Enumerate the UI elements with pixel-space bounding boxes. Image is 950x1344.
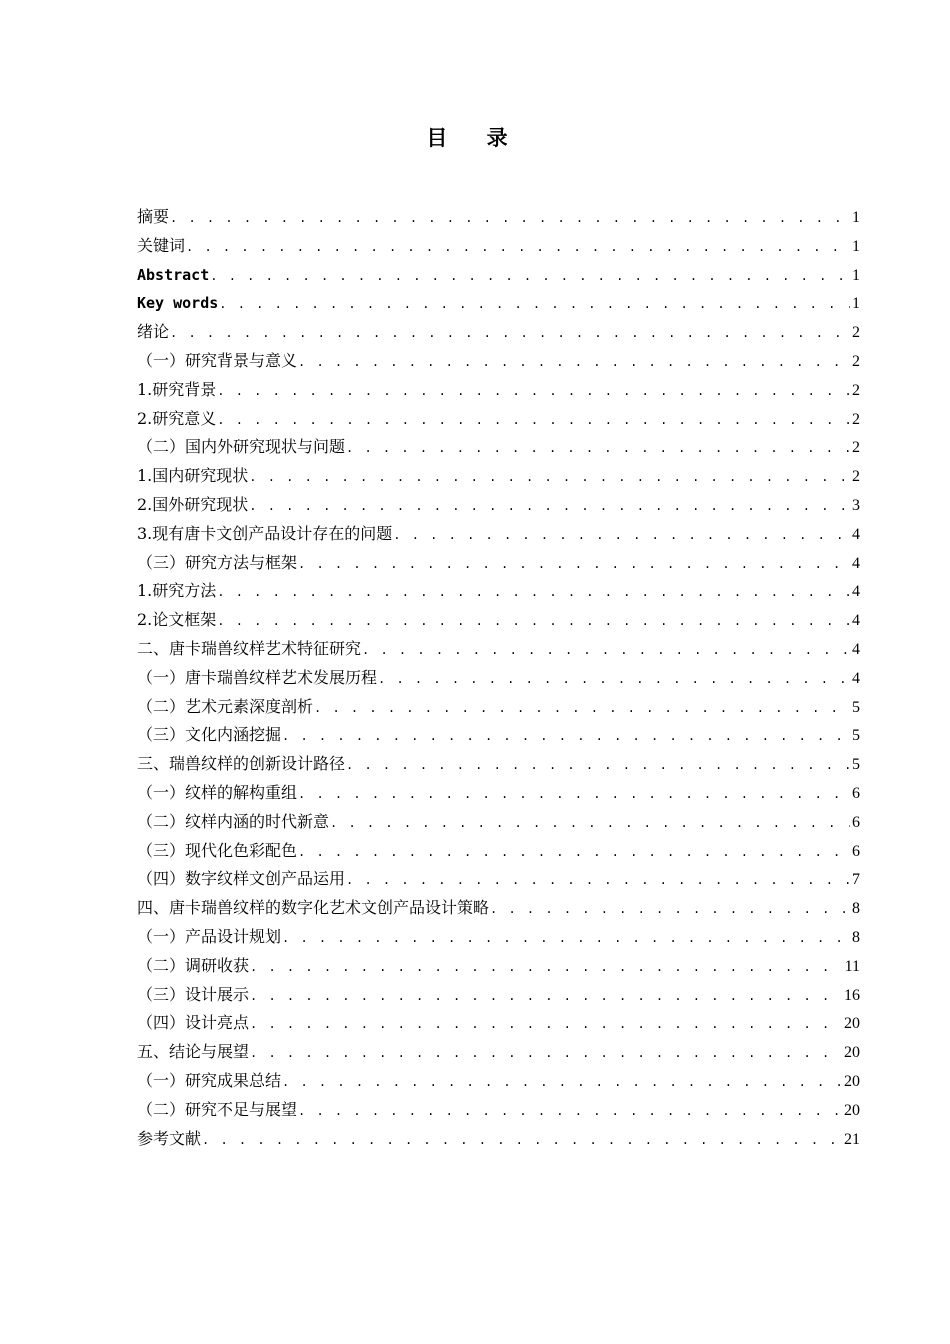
dot-leader: [169, 319, 850, 348]
toc-entry-page-number: 5: [852, 756, 860, 774]
toc-entry-page-number: 7: [852, 871, 860, 889]
toc-entry-page-number: 2: [852, 410, 860, 428]
toc-entry[interactable]: [137, 894, 860, 923]
dot-leader: [218, 290, 850, 319]
dot-leader: [345, 751, 850, 780]
toc-entry-page-number: 1: [852, 237, 860, 255]
toc-entry[interactable]: [137, 635, 860, 664]
toc-entry-page-number: 20: [844, 1101, 860, 1119]
toc-entry-page-number: 11: [844, 957, 860, 975]
toc-entry-page-number: 6: [852, 813, 860, 831]
toc-entry-page-number: 6: [852, 784, 860, 802]
dot-leader: [377, 665, 850, 694]
toc-entry-title: Key words: [137, 294, 219, 313]
toc-entry-page-number: 20: [844, 1072, 860, 1090]
toc-entry[interactable]: [137, 261, 860, 290]
toc-entry-page-number: 4: [852, 583, 860, 601]
toc-entry-page-number: 8: [852, 928, 860, 946]
toc-entry-title: （一）研究成果总结: [137, 1070, 282, 1090]
toc-entry-title: 参考文献: [137, 1128, 202, 1148]
dot-leader: [216, 377, 850, 406]
toc-entry-title: Abstract: [137, 265, 210, 284]
dot-leader: [345, 434, 850, 463]
toc-entry-title: 四、唐卡瑞兽纹样的数字化艺术文创产品设计策略: [137, 898, 490, 918]
toc-entry-page-number: 16: [844, 986, 860, 1004]
toc-entry[interactable]: [137, 433, 860, 462]
toc-entry[interactable]: [137, 1038, 860, 1067]
dot-leader: [361, 636, 850, 665]
toc-entry-page-number: 3: [852, 496, 860, 514]
toc-entry-title: （三）设计展示: [137, 984, 250, 1004]
toc-entry-title: （一）纹样的解构重组: [137, 782, 298, 802]
toc-entry[interactable]: [137, 462, 860, 491]
toc-entry-title: （二）国内外研究现状与问题: [137, 437, 346, 457]
dot-leader: [392, 521, 850, 550]
toc-entry[interactable]: [137, 318, 860, 347]
toc-entry[interactable]: [137, 1067, 860, 1096]
toc-entry-title: 2.国外研究现状: [137, 494, 249, 514]
table-of-contents: [137, 203, 860, 1153]
dot-leader: [201, 1126, 842, 1155]
toc-entry-title: （四）设计亮点: [137, 1013, 250, 1033]
toc-entry-title: 1.研究背景: [137, 379, 217, 399]
toc-entry-title: （四）数字纹样文创产品运用: [137, 869, 346, 889]
toc-entry-title: （二）艺术元素深度剖析: [137, 696, 314, 716]
toc-entry-title: （二）纹样内涵的时代新意: [137, 811, 330, 831]
dot-leader: [185, 233, 850, 262]
toc-entry[interactable]: [137, 779, 860, 808]
toc-entry-page-number: 20: [844, 1044, 860, 1062]
toc-entry-page-number: 2: [852, 381, 860, 399]
toc-entry-title: （二）调研收获: [137, 955, 250, 975]
toc-entry[interactable]: [137, 1009, 860, 1038]
toc-entry[interactable]: [137, 347, 860, 376]
toc-entry-page-number: 1: [852, 295, 860, 313]
toc-entry-page-number: 1: [852, 209, 860, 226]
toc-entry[interactable]: [137, 203, 860, 232]
toc-entry[interactable]: [137, 865, 860, 894]
toc-entry-title: （一）研究背景与意义: [137, 350, 298, 370]
dot-leader: [249, 953, 843, 982]
toc-entry-title: 2.论文框架: [137, 610, 217, 630]
dot-leader: [209, 262, 850, 291]
toc-entry-page-number: 5: [852, 698, 860, 716]
toc-entry-title: 3.现有唐卡文创产品设计存在的问题: [137, 523, 393, 543]
toc-entry-page-number: 6: [852, 842, 860, 860]
toc-entry-page-number: 4: [852, 640, 860, 658]
toc-entry[interactable]: [137, 721, 860, 750]
toc-entry[interactable]: [137, 549, 860, 578]
toc-entry-page-number: 5: [852, 727, 860, 745]
toc-entry-title: （二）研究不足与展望: [137, 1099, 298, 1119]
toc-entry[interactable]: [137, 577, 860, 606]
toc-entry-page-number: 2: [852, 352, 860, 370]
toc-entry-page-number: 21: [844, 1130, 860, 1148]
dot-leader: [297, 348, 850, 377]
toc-entry-page-number: 2: [852, 439, 860, 457]
toc-entry[interactable]: [137, 923, 860, 952]
dot-leader: [249, 1039, 842, 1068]
toc-entry[interactable]: [137, 952, 860, 981]
toc-entry-title: 二、唐卡瑞兽纹样艺术特征研究: [137, 638, 362, 658]
toc-entry[interactable]: [137, 693, 860, 722]
dot-leader: [281, 1068, 842, 1097]
toc-entry[interactable]: [137, 376, 860, 405]
toc-entry-page-number: 4: [852, 612, 860, 630]
toc-entry[interactable]: [137, 1096, 860, 1125]
dot-leader: [248, 463, 850, 492]
toc-entry[interactable]: [137, 837, 860, 866]
toc-entry-page-number: 2: [852, 324, 860, 342]
toc-entry[interactable]: [137, 664, 860, 693]
toc-entry-page-number: 8: [852, 900, 860, 918]
toc-entry[interactable]: [137, 1125, 860, 1154]
toc-entry-title: 三、瑞兽纹样的创新设计路径: [137, 754, 346, 774]
toc-entry-title: 关键词: [137, 235, 186, 255]
dot-leader: [297, 780, 850, 809]
toc-entry-page-number: 4: [852, 554, 860, 572]
dot-leader: [345, 866, 850, 895]
toc-entry[interactable]: [137, 808, 860, 837]
dot-leader: [297, 838, 850, 867]
dot-leader: [281, 722, 850, 751]
toc-entry[interactable]: [137, 981, 860, 1010]
toc-entry-title: （一）唐卡瑞兽纹样艺术发展历程: [137, 667, 378, 687]
toc-entry[interactable]: [137, 491, 860, 520]
toc-entry-title: 1.研究方法: [137, 581, 217, 601]
dot-leader: [281, 924, 850, 953]
toc-entry-page-number: 1: [852, 266, 860, 284]
dot-leader: [297, 550, 850, 579]
toc-entry[interactable]: [137, 405, 860, 434]
toc-entry-title: （三）现代化色彩配色: [137, 840, 298, 860]
dot-leader: [489, 895, 850, 924]
toc-entry-title: 绪论: [137, 322, 170, 342]
toc-entry-page-number: 4: [852, 669, 860, 687]
toc-entry-title: 五、结论与展望: [137, 1042, 250, 1062]
toc-entry[interactable]: [137, 606, 860, 635]
dot-leader: [297, 1097, 842, 1126]
dot-leader: [216, 607, 850, 636]
toc-entry-title: 摘要: [137, 207, 170, 226]
toc-entry-title: （三）研究方法与框架: [137, 552, 298, 572]
dot-leader: [216, 406, 850, 435]
toc-entry-title: （三）文化内涵挖掘: [137, 725, 282, 745]
toc-entry[interactable]: [137, 289, 860, 318]
dot-leader: [329, 809, 850, 838]
dot-leader: [248, 492, 850, 521]
toc-entry[interactable]: [137, 520, 860, 549]
dot-leader: [313, 694, 850, 723]
toc-entry[interactable]: [137, 750, 860, 779]
toc-entry-page-number: 2: [852, 468, 860, 486]
toc-entry-page-number: 20: [844, 1015, 860, 1033]
toc-entry-page-number: 4: [852, 525, 860, 543]
toc-entry[interactable]: [137, 232, 860, 261]
toc-entry-title: 2.研究意义: [137, 408, 217, 428]
dot-leader: [169, 204, 850, 233]
dot-leader: [249, 982, 842, 1011]
dot-leader: [249, 1010, 842, 1039]
dot-leader: [216, 578, 850, 607]
toc-entry-title: 1.国内研究现状: [137, 466, 249, 486]
toc-entry-title: （一）产品设计规划: [137, 926, 282, 946]
page-title: 目 录: [426, 126, 524, 150]
